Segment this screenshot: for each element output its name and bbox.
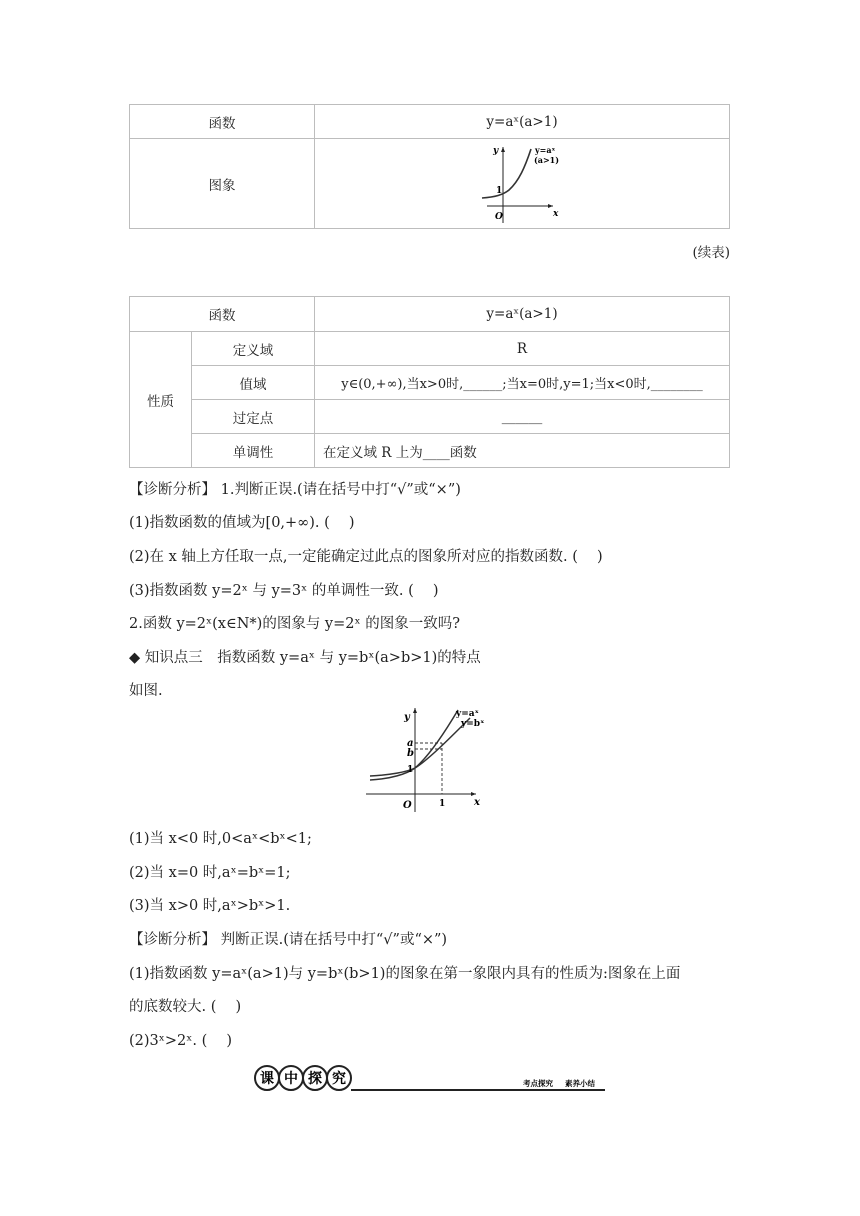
question-3: (3)指数函数 y=2ˣ 与 y=3ˣ 的单调性一致. ( )	[129, 583, 439, 599]
banner-char-1: 课	[260, 1071, 274, 1087]
monotonicity-value: 在定义域 R 上为____函数	[315, 434, 730, 468]
graph1-curve-label: y=aˣ	[535, 144, 556, 155]
graph1-x-label: x	[553, 208, 559, 219]
graph1-origin-label: O	[495, 211, 503, 222]
table1-row-label: 图象	[130, 139, 315, 229]
diagnosis-heading-2: 【诊断分析】 判断正误.(请在括号中打“√”或“×”)	[129, 932, 448, 948]
range-value: y∈(0,+∞),当x>0时,______;当x=0时,y=1;当x<0时,________	[315, 366, 730, 400]
domain-value: R	[315, 332, 730, 366]
property-1: (1)当 x<0 时,0<aˣ<bˣ<1;	[129, 831, 312, 847]
question-5-line1: (1)指数函数 y=aˣ(a>1)与 y=bˣ(b>1)的图象在第一象限内具有的性质为:图象在上面	[129, 966, 681, 982]
graph2-x-one-label: 1	[439, 799, 446, 809]
diagnosis-heading-1: 【诊断分析】 1.判断正误.(请在括号中打“√”或“×”)	[129, 482, 461, 498]
graph2-x-label: x	[474, 797, 480, 808]
question-1: (1)指数函数的值域为[0,+∞). ( )	[129, 515, 355, 531]
graph2-origin-label: O	[403, 800, 412, 811]
question-2: (2)在 x 轴上方任取一点,一定能确定过此点的图象所对应的指数函数. ( )	[129, 549, 603, 565]
properties-group-label: 性质	[130, 332, 192, 468]
banner-char-4: 究	[332, 1071, 346, 1087]
question-4: 2.函数 y=2ˣ(x∈N*)的图象与 y=2ˣ 的图象一致吗?	[129, 616, 461, 632]
table2-head-label: 函数	[130, 297, 315, 332]
knowledge-point-3: ◆ 知识点三 指数函数 y=aˣ 与 y=bˣ(a>b>1)的特点	[129, 650, 481, 666]
table2-head-value: y=aˣ(a>1)	[315, 297, 730, 332]
function-graph-table	[129, 104, 730, 229]
graph1-curve-condition: (a>1)	[534, 154, 560, 165]
monotonicity-label: 单调性	[192, 434, 315, 468]
question-6: (2)3ˣ>2ˣ. ( )	[129, 1033, 233, 1049]
domain-label: 定义域	[192, 332, 315, 366]
property-3: (3)当 x>0 时,aˣ>bˣ>1.	[129, 898, 291, 914]
banner-char-2: 中	[284, 1071, 298, 1087]
fixed-point-label: 过定点	[192, 400, 315, 434]
continued-label: (续表)	[692, 245, 730, 261]
graph2-b-label: b	[407, 748, 414, 759]
property-2: (2)当 x=0 时,aˣ=bˣ=1;	[129, 865, 291, 881]
two-exponentials-graph	[362, 702, 492, 814]
table1-head-label: 函数	[130, 105, 315, 139]
question-5-line2: 的底数较大. ( )	[129, 999, 242, 1015]
graph2-a-label: a	[407, 738, 414, 749]
banner-char-3: 探	[308, 1071, 322, 1087]
graph2-y-label: y	[404, 712, 410, 723]
banner-right-2: 素养小结	[565, 1079, 595, 1088]
graph2-curve-a-label: y=aˣ	[456, 709, 479, 719]
graph2-y-one-label: 1	[407, 765, 414, 775]
section-banner	[253, 1064, 605, 1094]
function-properties-table	[129, 296, 730, 468]
range-label: 值域	[192, 366, 315, 400]
table1-head-value: y=aˣ(a>1)	[315, 105, 730, 139]
graph2-curve-b-label: y=bˣ	[461, 719, 485, 729]
fixed-point-value: ______	[315, 400, 730, 434]
graph1-y-label: y	[493, 145, 499, 156]
exponential-graph	[467, 141, 577, 227]
as-figure: 如图.	[129, 683, 163, 699]
banner-right-1: 考点探究	[523, 1079, 553, 1088]
graph1-one-label: 1	[496, 185, 503, 196]
